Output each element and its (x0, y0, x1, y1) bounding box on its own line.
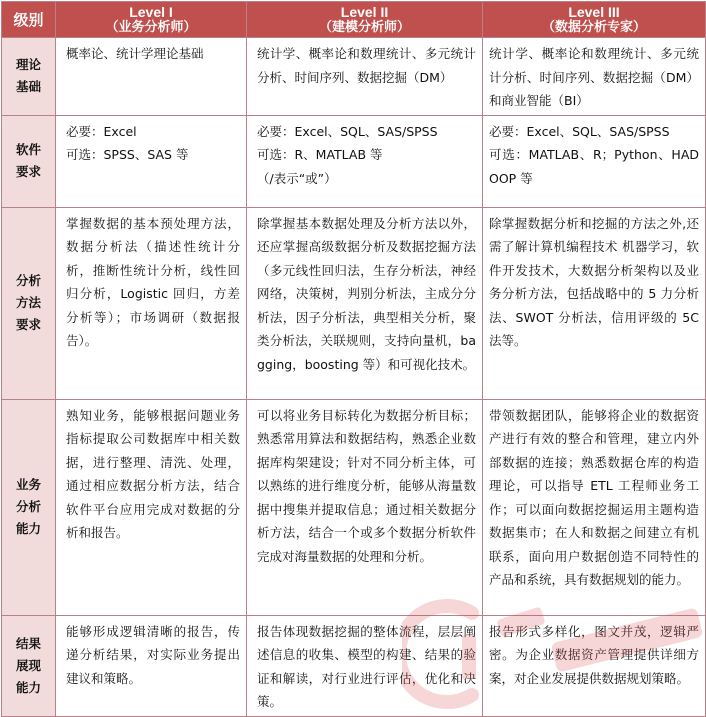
header-level-1 (56, 2, 247, 38)
table-cell: 概率论、统计学理论基础 (56, 38, 247, 116)
cell-line: 可选：MATLAB、R；Python、HADOOP 等 (489, 147, 699, 186)
table-cell (56, 115, 247, 207)
row-label-methods (2, 207, 56, 399)
row-label-line: 理论 (15, 57, 41, 73)
header-row (2, 2, 706, 38)
row-label-line: 要求 (15, 317, 41, 332)
level-2-subtitle: （建模分析师） (318, 19, 410, 35)
row-label-line: 方法 (15, 295, 41, 310)
row-label-theory (2, 38, 56, 116)
table-cell: 可以将业务目标转化为数据分析目标；熟悉常用算法和数据结构，熟悉企业数据库构架建设；针对不同分析主体，可以熟练的进行维度分析，能够从海量数据中搜集并提取信息；通过相关数据分析方法，结合一个或多个数据分析软件完成对海量数据的处理和分析。 (247, 399, 483, 615)
row-label-software (2, 115, 56, 207)
table-row (2, 207, 706, 399)
table-cell: 带领数据团队，能够将企业的数据资产进行有效的整合和管理，建立内外部数据的连接；熟悉数据仓库的构造理论，可以指导 ETL 工程师业务工作；可以面向数据挖掘运用主题构造数据集市；在人和数据之间建立有机联系，面向用户数据创造不同特性的产品和系统，具有数据规划的能力。 (483, 399, 706, 615)
row-label-line: 结果 (15, 635, 41, 651)
level-3-subtitle: （数据分析专家） (541, 19, 646, 35)
table-cell (483, 115, 706, 207)
header-level-label: 级别 (2, 2, 56, 38)
table-cell: 能够形成逻辑清晰的报告，传递分析结果，对实际业务提出建议和策略。 (56, 615, 247, 716)
table-row (2, 38, 706, 116)
row-label-line: 要求 (15, 164, 41, 179)
table-cell: 掌握数据的基本预处理方法，数据分析法（描述性统计分析，推断性统计分析，线性回归分析，Logistic 回归，方差分析等）；市场调研（数据报告）。 (56, 207, 247, 399)
table-row (2, 615, 706, 716)
table-cell: 报告体现数据挖掘的整体流程，层层阐述信息的收集、模型的构建、结果的验证和解读，对行业进行评估，优化和决策。 (247, 615, 483, 716)
row-label-line: 分析 (15, 499, 41, 514)
table-cell: 统计学、概率论和数理统计、多元统计分析、时间序列、数据挖掘（DM）和商业智能（BI） (483, 38, 706, 116)
data-analyst-levels-table (1, 1, 706, 717)
level-2-title: Level II (340, 3, 389, 20)
row-label-line: 软件 (15, 142, 41, 157)
table-row (2, 115, 706, 207)
cell-line: 必要：Excel (66, 123, 137, 139)
cell-line: 可选：SPSS、SAS 等 (66, 147, 189, 162)
row-label-line: 基础 (15, 79, 41, 95)
row-label-business (2, 399, 56, 615)
level-1-title: Level I (129, 3, 173, 20)
row-label-line: 分析 (15, 273, 41, 288)
table-cell: 除掌握数据分析和挖掘的方法之外,还需了解计算机编程技术 机器学习，软件开发技术，大数据分析架构以及业务分析方法，包括战略中的 5 力分析法、SWOT 分析法，信用评级的 5C 法等。 (483, 207, 706, 399)
row-label-presentation (2, 615, 56, 716)
cell-line: 可选：R、MATLAB 等 (257, 147, 383, 162)
cell-line: （/表示“或”） (257, 170, 337, 186)
header-level-2 (247, 2, 483, 38)
row-label-line: 能力 (15, 521, 41, 536)
header-level-3 (483, 2, 706, 38)
table-cell (247, 115, 483, 207)
cell-line: 必要：Excel、SQL、SAS/SPSS (489, 123, 670, 139)
table-cell: 熟知业务，能够根据问题业务指标提取公司数据库中相关数据，进行整理、清洗、处理，通过相应数据分析方法，结合软件平台应用完成对数据的分析和报告。 (56, 399, 247, 615)
table-row (2, 399, 706, 615)
level-1-subtitle: （业务分析师） (105, 19, 197, 35)
row-label-line: 展现 (15, 657, 41, 673)
table-cell: 除掌握基本数据处理及分析方法以外，还应掌握高级数据分析及数据挖掘方法（多元线性回归法，生存分析法，神经网络，决策树，判别分析法，主成分分析法，因子分析法，典型相关分析，聚类分析法，关联规则，支持向量机，bagging，boosting 等）和可视化技术。 (247, 207, 483, 399)
table-cell: 统计学、概率论和数理统计、多元统计分析、时间序列、数据挖掘（DM） (247, 38, 483, 116)
cell-line: 必要：Excel、SQL、SAS/SPSS (257, 123, 438, 139)
table-cell: 报告形式多样化，图文并茂，逻辑严密。为企业数据资产管理提供详细方案，对企业发展提供数据规划策略。 (483, 615, 706, 716)
level-3-title: Level III (568, 3, 620, 20)
row-label-line: 业务 (15, 477, 41, 492)
row-label-line: 能力 (15, 679, 41, 695)
